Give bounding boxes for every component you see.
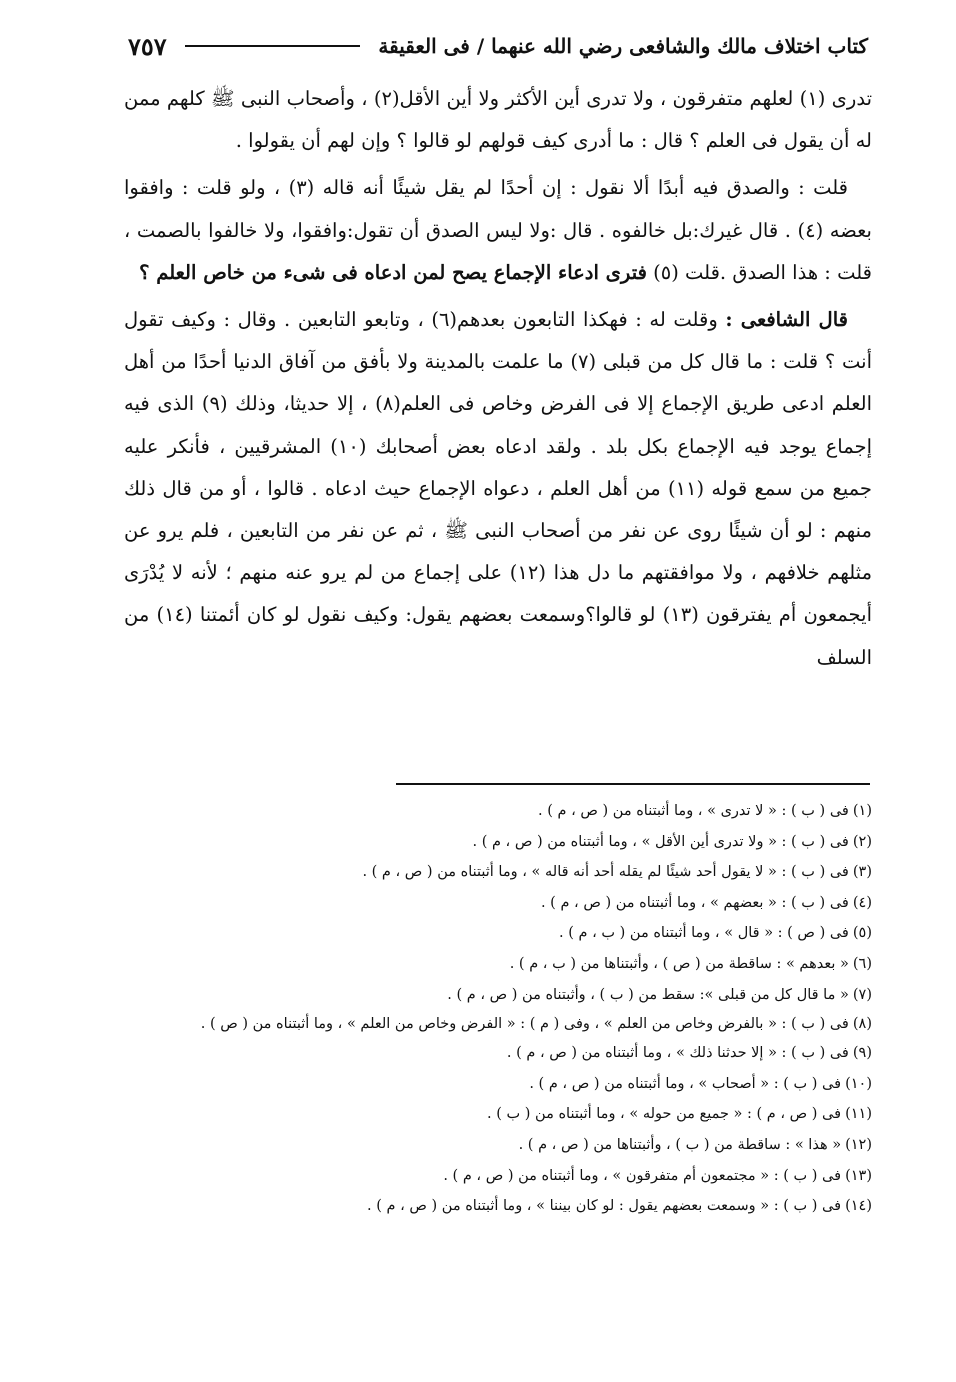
footnote-text: فى ( ب ) : « ولا تدرى أين الأقل » ، وما أثبتناه من ( ص ، م ) . — [472, 833, 849, 850]
speaker-label: قال الشافعى : — [725, 308, 848, 332]
footnote — [122, 1069, 872, 1100]
footnote-number: (٢) — [852, 833, 872, 850]
footnote-number: (٨) — [852, 1016, 872, 1033]
footnote-number: (١٠) — [845, 1075, 872, 1092]
footnote — [122, 980, 872, 1011]
footnote-text: فى ( ب ) : « لا يقول أحد شيئًا لم يقله أحد أنه قاله » ، وما أثبتناه من ( ص ، م ) . — [362, 864, 849, 881]
footnote-separator — [396, 783, 870, 785]
footnote-number: (٤) — [852, 894, 872, 911]
footnote — [122, 1038, 872, 1069]
footnote — [122, 918, 872, 949]
footnote-text: « ما قال كل من قبلى »: سقط من ( ب ) ، وأثبتناه من ( ص ، م ) . — [447, 986, 849, 1003]
paragraph-1: تدرى (١) لعلهم متفرقون ، ولا تدرى أين الأكثر ولا أين الأقل(٢) ، وأصحاب النبى ﷺ كلهم ممن له أن يقول فى العلم ؟ قال : ما أدرى كيف قولهم لو قالوا ؟ وإن لهم أن يقولوا . — [124, 87, 872, 153]
footnote-text: فى ( ب ) : « بعضهم » ، وما أثبتناه من ( ص ، م ) . — [540, 894, 849, 911]
footnote-text: فى ( ب ) : « بالفرض وخاص من العلم » ، وفى ( م ) : « الفرض وخاص من العلم » ، وما أثبتناه من ( ص ) . — [200, 1016, 849, 1033]
footnote-number: (٩) — [852, 1045, 872, 1062]
footnotes-list — [122, 796, 872, 1222]
footnote — [122, 827, 872, 858]
footnote-number: (١٢) — [845, 1136, 872, 1153]
footnote-text: « هذا » : ساقطة من ( ب ) ، وأثبتناها من ( ص ، م ) . — [518, 1136, 842, 1153]
footnote-number: (١٣) — [845, 1167, 872, 1184]
footnote-text: فى ( ص ) : « قال » ، وما أثبتناه من ( ب ، م ) . — [559, 925, 849, 942]
paragraph-3 — [124, 299, 872, 679]
paragraph-2-question: فترى ادعاء الإجماع يصح لمن ادعاه فى شىء من خاص العلم ؟ — [139, 260, 647, 284]
footnote — [122, 796, 872, 827]
footnote-number: (٥) — [852, 925, 872, 942]
header-rule — [185, 45, 361, 47]
footnote-number: (٦) — [852, 955, 872, 972]
footnote-text: فى ( ب ) : « أصحاب » ، وما أثبتناه من ( ص ، م ) . — [529, 1075, 842, 1092]
footnote — [122, 1130, 872, 1161]
footnote-number: (١١) — [845, 1106, 872, 1123]
footnote-text: فى ( ب ) : « لا تدرى » ، وما أثبتناه من ( ص ، م ) . — [538, 803, 849, 819]
footnote — [122, 1099, 872, 1130]
main-text — [124, 78, 872, 684]
footnote-text: فى ( ب ) : « مجتمعون أم متفرقون » ، وما أثبتناه من ( ص ، م ) . — [443, 1167, 842, 1184]
footnote-text: فى ( ص ، م ) : « جميع من حوله » ، وما أثبتناه من ( ب ) . — [487, 1106, 842, 1123]
page-number: ٧٥٧ — [128, 31, 167, 61]
footnote-text: فى ( ب ) : « وسمعت بعضهم يقول : لو كان بيننا » ، وما أثبتناه من ( ص ، م ) . — [367, 1198, 842, 1215]
footnote — [122, 1161, 872, 1192]
footnote-text: « بعدهم » : ساقطة من ( ص ) ، وأثبتناها من ( ب ، م ) . — [509, 955, 849, 972]
footnote-number: (١) — [852, 803, 872, 819]
footnote-number: (٣) — [852, 864, 872, 881]
footnote — [122, 888, 872, 919]
paragraph-2 — [124, 167, 872, 294]
footnote — [122, 1191, 872, 1222]
footnote-number: (٧) — [852, 986, 872, 1003]
paragraph-3-text: وقلت له : فهكذا التابعون بعدهم(٦) ، وتابعو التابعين . وقال : وكيف تقول أنت ؟ قلت : ما قال كل من قبلى (٧) ما علمت بالمدينة ولا بأفق من آفاق الدنيا أحدًا من أهل العلم ادعى طريق الإجماع إلا فى الفرض وخاص فى العلم(٨) ، إلا حديثا، وذلك (٩) الذى فيه إجماع يوجد فيه الإجماع بكل بلد . ولقد ادعاه بعض أصحابك (١٠) المشرقيين ، فأنكر عليه جميع من سمع قوله (١١) من أهل العلم ، دعواه الإجماع حيث ادعاه . قالوا ، أو من قال ذلك منهم : لو أن شيئًا روى عن نفر من أصحاب النبى ﷺ ، ثم عن نفر من التابعين ، فلم يرو عن مثلهم خلافهم ، ولا موافقتهم ما دل هذا (١٢) على إجماع من لم يرو عنه منهم ؛ لأنه لا يُدْرَى أيجمعون أم يفترقون (١٣) لو قالوا؟وسمعت بعضهم يقول: وكيف نقول لو كان أئمتنا (١٤) من السلف — [124, 308, 873, 669]
footnote-number: (١٤) — [845, 1198, 872, 1215]
footnote — [122, 1010, 872, 1038]
footnote — [122, 949, 872, 980]
paragraph-2-text: قلت : والصدق فيه أبدًا ألا نقول : إن أحدًا لم يقل شيئًا أنه قاله (٣) ، ولو قلت : وافقوا بعضه (٤) . قال غيرك:بل خالفوه . قال :ولا ليس الصدق أن تقول:وافقوا، ولا خالفوا بالصمت ، قلت : هذا الصدق .قلت (٥) — [124, 176, 872, 284]
page-header — [128, 26, 868, 66]
footnote — [122, 857, 872, 888]
running-title: كتاب اختلاف مالك والشافعى رضي الله عنهما / فى العقيقة — [378, 34, 868, 58]
footnote-text: فى ( ب ) : « إلا حدثنا ذلك » ، وما أثبتناه من ( ص ، م ) . — [506, 1045, 849, 1062]
